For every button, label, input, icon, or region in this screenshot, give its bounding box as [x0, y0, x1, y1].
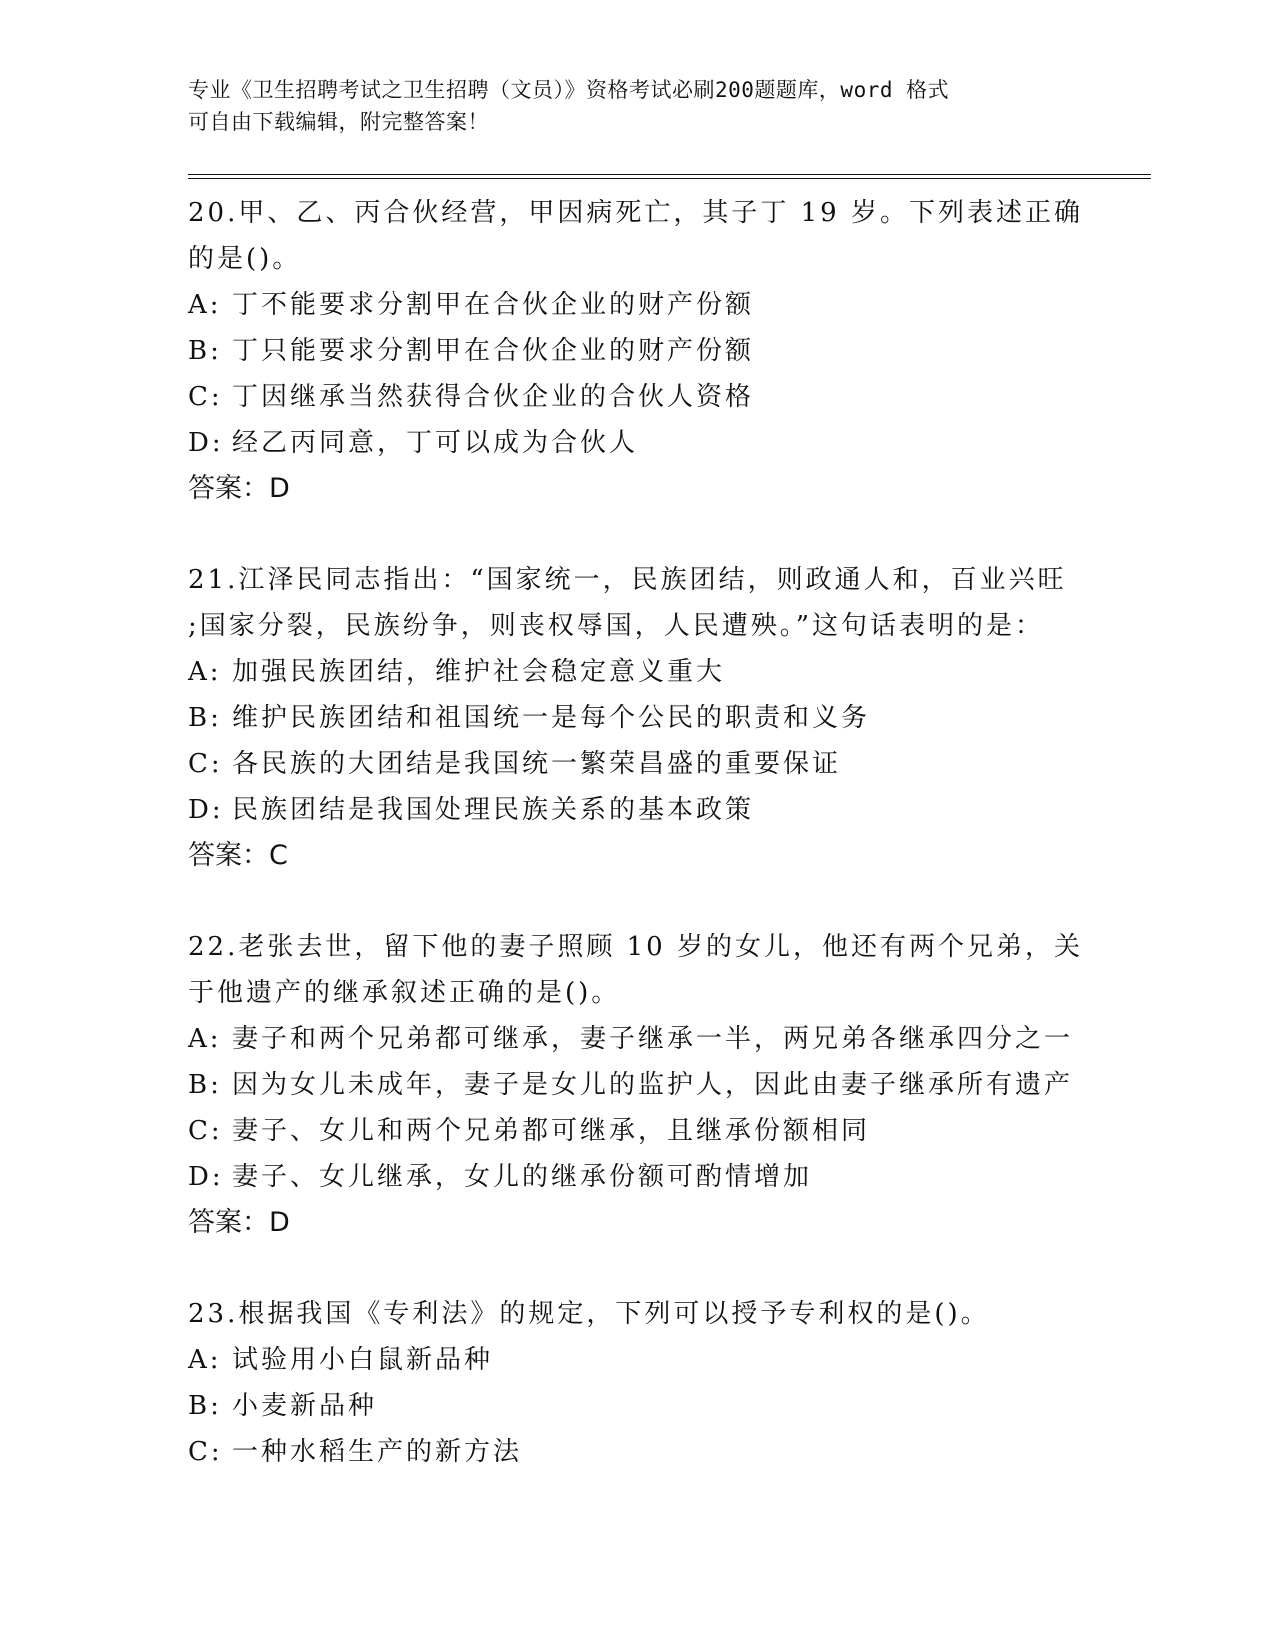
- option-key: C:: [188, 1116, 223, 1146]
- option-key: B:: [188, 1070, 222, 1100]
- option-text: 妻子和两个兄弟都可继承，妻子继承一半，两兄弟各继承四分之一: [232, 1024, 1074, 1054]
- option-text: 一种水稻生产的新方法: [232, 1437, 523, 1467]
- question-stem-line: 20.甲、乙、丙合伙经营，甲因病死亡，其子丁 19 岁。下列表述正确: [188, 198, 1083, 228]
- option-text: 妻子、女儿继承，女儿的继承份额可酌情增加: [232, 1162, 813, 1192]
- question-22: [188, 924, 1128, 1246]
- option-text: 试验用小白鼠新品种: [232, 1345, 494, 1375]
- option-a: [188, 1016, 1128, 1062]
- option-text: 经乙丙同意，丁可以成为合伙人: [232, 428, 639, 458]
- answer-line: [188, 833, 1128, 879]
- option-c: [188, 1108, 1128, 1154]
- question-stem-line: 于他遗产的继承叙述正确的是()。: [188, 978, 621, 1008]
- question-stem-line: 22.老张去世，留下他的妻子照顾 10 岁的女儿，他还有两个兄弟，关: [188, 932, 1083, 962]
- option-c: [188, 741, 1128, 787]
- option-key: B:: [188, 703, 222, 733]
- option-d: [188, 1154, 1128, 1200]
- question-23: [188, 1291, 1128, 1475]
- option-key: D:: [188, 795, 224, 825]
- header-divider: [188, 174, 1151, 179]
- option-b: [188, 328, 1128, 374]
- option-c: [188, 1429, 1128, 1475]
- question-21: [188, 557, 1128, 879]
- option-text: 丁不能要求分割甲在合伙企业的财产份额: [232, 290, 755, 320]
- option-text: 加强民族团结，维护社会稳定意义重大: [232, 657, 726, 687]
- option-key: B:: [188, 1391, 222, 1421]
- header-line-2: 可自由下载编辑，附完整答案！: [188, 110, 489, 134]
- question-list: [188, 190, 1128, 1520]
- option-text: 妻子、女儿和两个兄弟都可继承，且继承份额相同: [232, 1116, 871, 1146]
- header-line-1: 专业《卫生招聘考试之卫生招聘（文员）》资格考试必刷200题题库，word 格式: [188, 78, 950, 102]
- option-a: [188, 1337, 1128, 1383]
- answer-value: D: [269, 1207, 290, 1238]
- question-stem-line: 21.江泽民同志指出：“国家统一，民族团结，则政通人和，百业兴旺: [188, 565, 1067, 595]
- question-stem-line: ;国家分裂，民族纷争，则丧权辱国，人民遭殃。”这句话表明的是：: [188, 611, 1045, 641]
- option-a: [188, 649, 1128, 695]
- option-text: 丁因继承当然获得合伙企业的合伙人资格: [232, 382, 755, 412]
- option-d: [188, 787, 1128, 833]
- answer-label: 答案：: [188, 840, 269, 871]
- document-header: [188, 74, 1068, 138]
- answer-label: 答案：: [188, 473, 269, 504]
- option-key: B:: [188, 336, 222, 366]
- answer-line: [188, 1200, 1128, 1246]
- option-c: [188, 374, 1128, 420]
- option-a: [188, 282, 1128, 328]
- question-stem-line: 的是()。: [188, 244, 302, 274]
- option-key: D:: [188, 1162, 224, 1192]
- option-text: 民族团结是我国处理民族关系的基本政策: [232, 795, 755, 825]
- option-key: A:: [188, 1345, 222, 1375]
- option-key: A:: [188, 657, 222, 687]
- answer-label: 答案：: [188, 1207, 269, 1238]
- option-key: C:: [188, 1437, 223, 1467]
- option-text: 小麦新品种: [232, 1391, 378, 1421]
- answer-value: C: [269, 840, 288, 871]
- option-key: A:: [188, 1024, 222, 1054]
- option-b: [188, 695, 1128, 741]
- option-text: 维护民族团结和祖国统一是每个公民的职责和义务: [232, 703, 871, 733]
- option-key: A:: [188, 290, 222, 320]
- option-d: [188, 420, 1128, 466]
- option-text: 丁只能要求分割甲在合伙企业的财产份额: [232, 336, 755, 366]
- option-b: [188, 1062, 1128, 1108]
- answer-value: D: [269, 473, 290, 504]
- option-text: 因为女儿未成年，妻子是女儿的监护人，因此由妻子继承所有遗产: [232, 1070, 1074, 1100]
- answer-line: [188, 466, 1128, 512]
- option-key: C:: [188, 382, 223, 412]
- option-text: 各民族的大团结是我国统一繁荣昌盛的重要保证: [232, 749, 842, 779]
- question-stem-line: 23.根据我国《专利法》的规定，下列可以授予专利权的是()。: [188, 1299, 990, 1329]
- question-20: [188, 190, 1128, 512]
- option-key: C:: [188, 749, 223, 779]
- option-key: D:: [188, 428, 224, 458]
- option-b: [188, 1383, 1128, 1429]
